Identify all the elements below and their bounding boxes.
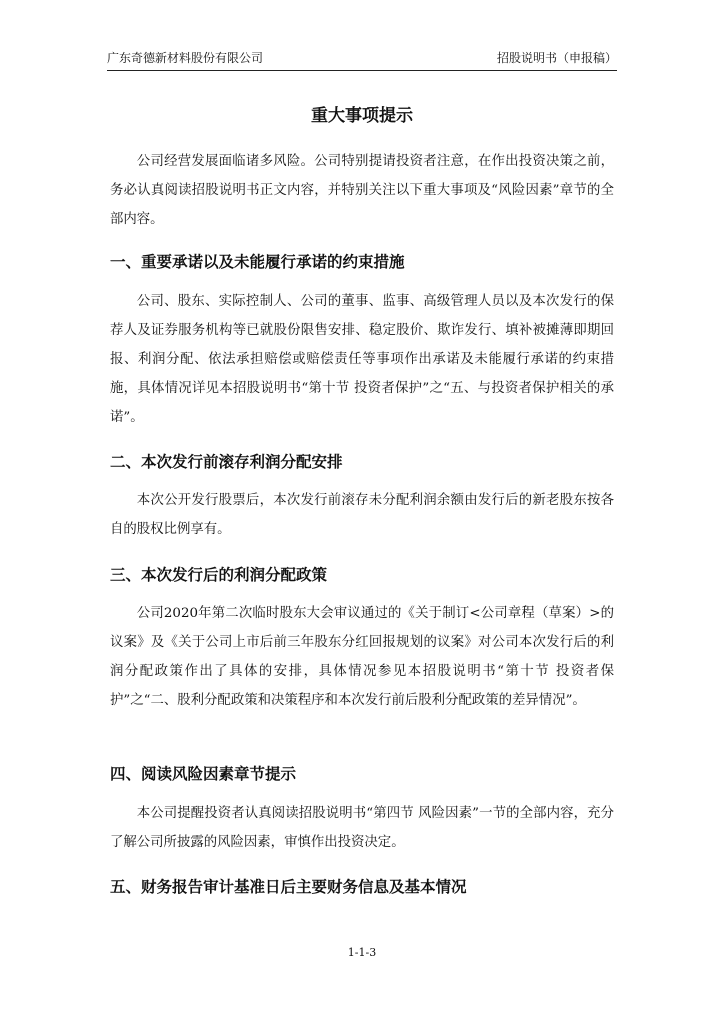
section-heading-5: 五、财务报告审计基准日后主要财务信息及基本情况 xyxy=(110,878,467,896)
section-body-2: 本次公开发行股票后，本次发行前滚存未分配利润余额由发行后的新老股东按各自的股权比例享有。 xyxy=(110,493,614,537)
section-heading-2: 二、本次发行前滚存利润分配安排 xyxy=(110,453,343,471)
page-header xyxy=(107,50,617,71)
header-company-name: 广东奇德新材料股份有限公司 xyxy=(107,51,264,65)
section-heading-4: 四、阅读风险因素章节提示 xyxy=(110,765,297,783)
section-body-1: 公司、股东、实际控制人、公司的董事、监事、高级管理人员以及本次发行的保荐人及证券服务机构等已就股份限售安排、稳定股价、欺诈发行、填补被摊薄即期回报、利润分配、依法承担赔偿或赔偿责任等事项作出承诺及未能履行承诺的约束措施，具体情况详见本招股说明书“第十节 投资者保护”之“五、与投资者保护相关的承诺”。 xyxy=(110,294,614,425)
section-body-3: 公司2020年第二次临时股东大会审议通过的《关于制订<公司章程（草案）>的议案》及《关于公司上市后前三年股东分红回报规划的议案》对公司本次发行后的利润分配政策作出了具体的安排，具体情况参见本招股说明书“第十节 投资者保护”之“二、股利分配政策和决策程序和本次发行前后股利分配政策的差异情况”。 xyxy=(110,606,614,708)
section-body-4: 本公司提醒投资者认真阅读招股说明书“第四节 风险因素”一节的全部内容，充分了解公司所披露的风险因素，审慎作出投资决定。 xyxy=(110,806,614,850)
section-heading-3: 三、本次发行后的利润分配政策 xyxy=(110,566,328,584)
intro-paragraph: 公司经营发展面临诸多风险。公司特别提请投资者注意，在作出投资决策之前，务必认真阅读招股说明书正文内容，并特别关注以下重大事项及“风险因素”章节的全部内容。 xyxy=(110,154,614,227)
section-heading-1: 一、重要承诺以及未能履行承诺的约束措施 xyxy=(110,253,405,271)
page-number: 1-1-3 xyxy=(347,946,377,959)
header-document-type: 招股说明书（申报稿） xyxy=(496,51,617,65)
page-title: 重大事项提示 xyxy=(311,106,413,126)
